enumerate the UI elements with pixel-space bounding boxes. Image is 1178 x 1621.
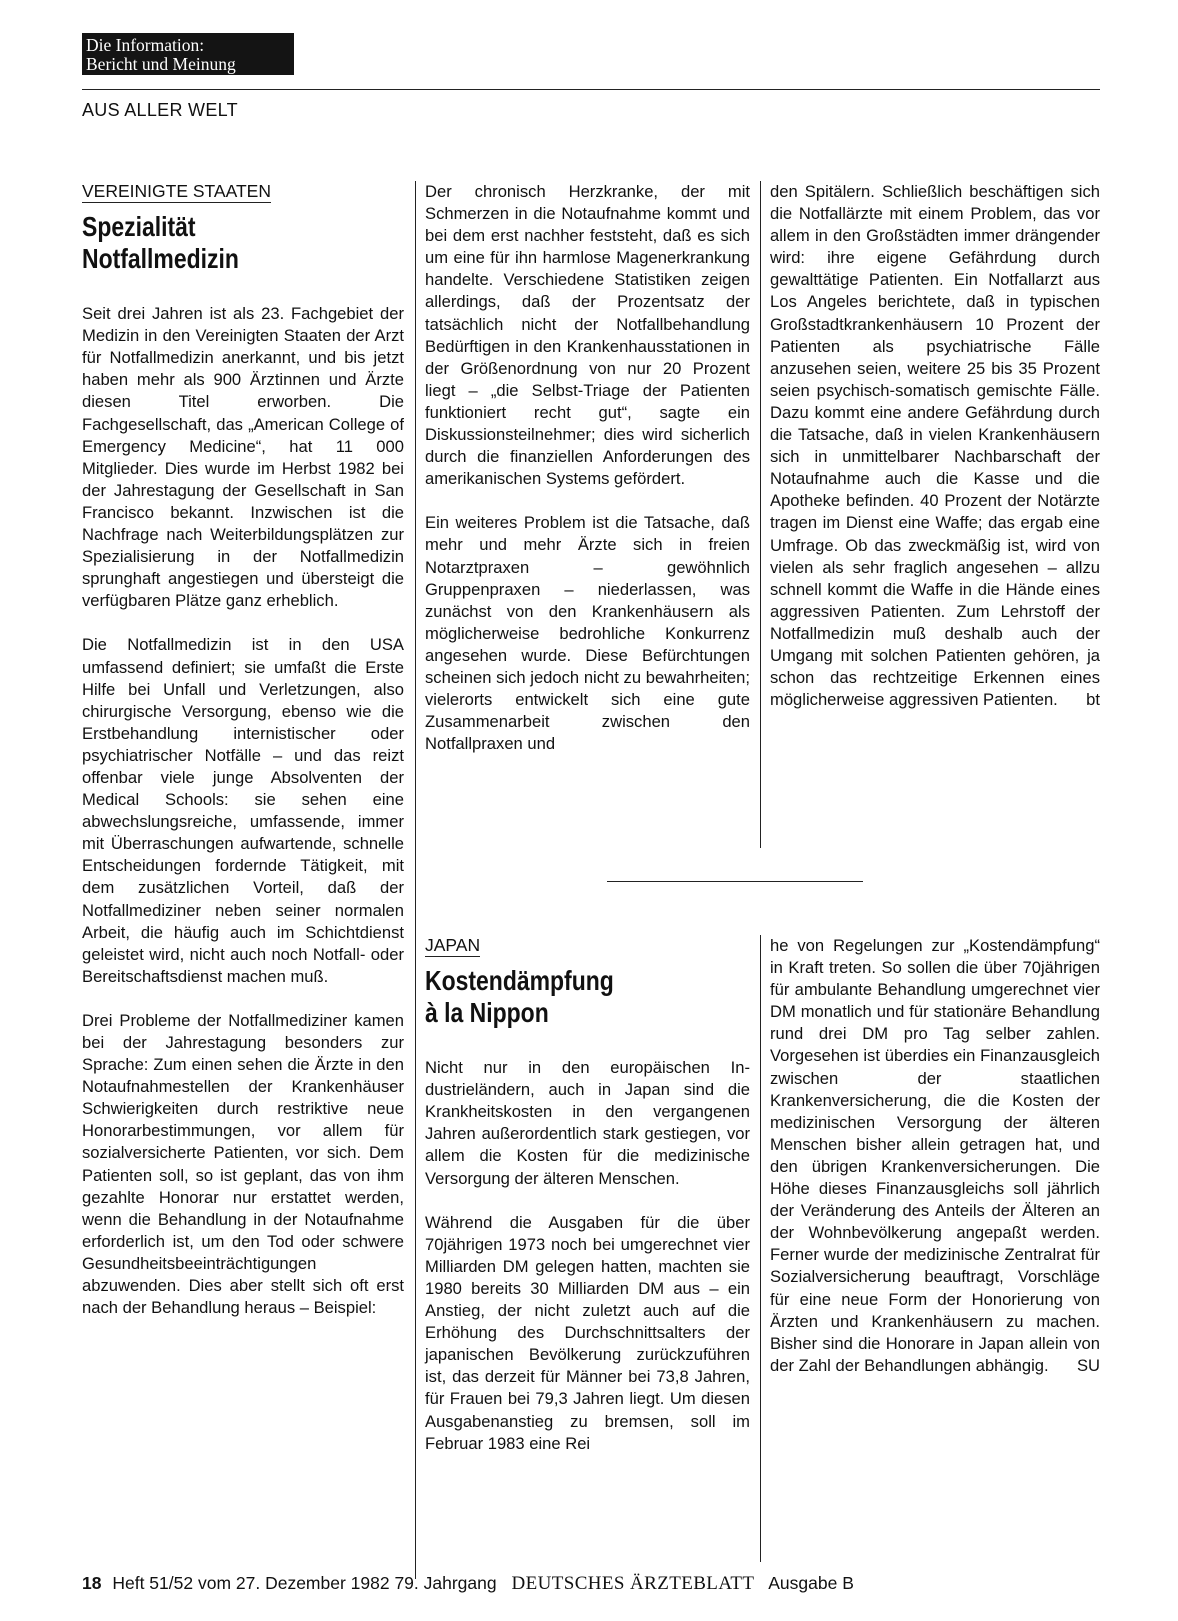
article-usa-paragraph-4: Der chronisch Herzkranke, der mit Schmerzen in die Notaufnahme kommt und bei dem erst nachher feststeht, daß es sich um eine für ihn harmlose Magenerkrankung handelte. Verschiedene Statistiken zeigen allerdings, daß der Prozentsatz der tatsächlich nicht der Notfallbehandlung Bedürftigen in den Krankenhausstationen in der Größenordnung von nur 20 Prozent liegt – „die Selbst-Triage der Patienten funktioniert recht gut“, sagte ein Diskussionsteilnehmer; dies wird sicherlich durch die finanziellen Anforderungen des amerikanischen Systems gefördert. xyxy=(425,182,750,489)
edition-label: Ausgabe B xyxy=(768,1573,854,1593)
article-usa-headline-line-1: Spezialität xyxy=(82,211,196,243)
article-usa-kicker: VEREINIGTE STAATEN xyxy=(82,181,271,201)
article-japan-column-2 xyxy=(770,935,1100,1377)
article-usa-column-2 xyxy=(425,181,750,777)
article-usa-headline-line-2: Notfallmedizin xyxy=(82,243,239,275)
article-separator-rule xyxy=(607,881,863,882)
badge-line-2: Bericht und Meinung xyxy=(86,54,236,74)
section-label: AUS ALLER WELT xyxy=(82,100,238,120)
badge-line-1: Die Information: xyxy=(86,35,205,55)
article-usa-paragraph-6-text: den Spitälern. Schließlich beschäftigen sich die Notfallärzte mit einem Problem, das vor allem in den Großstädten immer drängender wird: ihre eigene Gefährdung durch gewalttätige Patienten. Ein Notfallarzt aus Los Angeles berichtete, daß in typischen Großstadtkrankenhäusern 10 Prozent der Patienten als psychiatrische Fälle anzusehen seien, weitere 25 bis 35 Prozent seien psychisch-somatisch gemischte Fälle. Dazu kommt eine andere Gefährdung durch die Tatsache, daß in vielen Krankenhäusern sich in unmittelbarer Nachbarschaft der Notaufnahme auch die Kasse und die Apotheke befinden. 40 Prozent der Notärzte tragen im Dienst eine Waffe; das ergab eine Umfrage. Ob das zweckmäßig ist, wird von vielen als sehr fraglich angesehen – allzu schnell kommt die Waffe in die Hände eines aggressiven Patienten. Zum Lehrstoff der Notfallmedizin muß deshalb auch der Umgang mit solchen Patienten gehören, ja schon das rechtzeitige Erkennen eines möglicherweise aggressiven Patienten. xyxy=(770,182,1100,710)
article-japan-paragraph-3-text: he von Regelungen zur „Kostendämpfung“ in Kraft treten. So sollen die über 70jährigen für ambulante Behandlung umgerechnet vier DM monatlich und für stationäre Behandlung rund drei DM pro Tag selber zahlen. Vorgesehen ist überdies ein Finanzausgleich zwischen der staatlichen Krankenversicherung, die die Kosten der medizinischen Versorgung der älteren Menschen bisher allein getragen hat, und den übrigen Krankenversicherungen. Die Höhe dieses Finanzausgleichs soll jährlich der Veränderung des Anteils der Älteren an der Wohnbevölkerung angepaßt werden. Ferner wurde der medizinische Zentralrat für Sozialversicherung beauftragt, Vorschläge für eine neue Form der Honorierung von Ärzten und Krankenhäusern zu machen. Bisher sind die Honorare in Japan allein von der Zahl der Behandlungen abhängig. xyxy=(770,936,1100,1375)
article-usa-column-3 xyxy=(770,181,1100,711)
article-usa-signature: bt xyxy=(1086,690,1100,710)
article-usa-paragraph-5: Ein weiteres Problem ist die Tatsache, daß mehr und mehr Ärzte sich in freien Notarztpraxen – gewöhnlich Gruppenpraxen – niederlassen, was zunächst von den Krankenhäusern als möglicherweise bedrohliche Konkurrenz angesehen wurde. Diese Befürchtungen scheinen sich jedoch nicht zu bewahrheiten; vielerorts entwickelt sich eine gute Zusammenarbeit zwischen den Notfallpraxen und xyxy=(425,513,750,754)
journal-masthead: DEUTSCHES ÄRZTEBLATT xyxy=(511,1573,755,1594)
column-divider-3 xyxy=(760,935,761,1562)
article-japan-paragraph-3 xyxy=(770,935,1100,1377)
page-footer xyxy=(82,1573,854,1595)
page-number: 18 xyxy=(82,1573,102,1593)
article-usa-paragraph-6 xyxy=(770,181,1100,711)
column-divider-2 xyxy=(760,181,761,848)
article-usa-paragraph-2: Die Notfallmedizin ist in den USA umfassend definiert; sie umfaßt die Erste Hilfe bei Unfall und Verletzungen, also chirurgische Versorgung, ebenso wie die Erstbehandlung internistischer oder psychiatrischer Notfälle – und das reizt offenbar viele junge Absolventen der Medical Schools: sie sehen eine abwechslungsreiche, umfassende, immer mit Überraschungen aufwartende, schnelle Entscheidungen fordernde Tätigkeit, mit dem zusätzlichen Vorteil, daß der Notfallmediziner neben seiner normalen Arbeit, die häufig auch im Schichtdienst geleistet wird, nicht auch noch Notfall- oder Bereitschaftsdienst machen muß. xyxy=(82,635,404,986)
article-japan-column-1 xyxy=(425,935,750,1477)
column-divider-1 xyxy=(415,181,416,1579)
article-japan-paragraph-2: Während die Ausgaben für die über 70jährigen 1973 noch bei umgerechnet vier Milliarden DM gelegen hatten, machten sie 1980 bereits 30 Milliarden DM aus – ein Anstieg, der nicht zuletzt auch auf die Erhöhung des Durchschnittsalters der japanischen Bevölkerung zurückzuführen ist, das derzeit für Männer bei 73,8 Jahren, für Frauen bei 79,3 Jahren liegt. Um diesen Ausgabenanstieg zu bremsen, soll im Februar 1983 eine Rei xyxy=(425,1212,750,1453)
article-japan-kicker: JAPAN xyxy=(425,935,481,955)
article-usa-paragraph-1: Seit drei Jahren ist als 23. Fachgebiet der Medizin in den Vereinigten Staaten der Arzt für Notfallmedizin anerkannt, und bis jetzt haben mehr als 900 Ärztinnen und Ärzte diesen Titel erworben. Die Fachgesellschaft, das „American College of Emergency Medicine“, hat 11 000 Mitglieder. Dies wurde im Herbst 1982 bei der Jahrestagung der Gesellschaft in San Francisco bekannt. Inzwischen ist die Nachfrage nach Weiterbildungsplätzen zur Spezialisierung in der Notfallmedizin sprunghaft angestiegen und übersteigt die verfügbaren Plätze ganz erheblich. xyxy=(82,304,404,611)
article-japan-signature: SU xyxy=(1076,1355,1100,1375)
issue-info: Heft 51/52 vom 27. Dezember 1982 79. Jahrgang xyxy=(112,1573,497,1593)
article-japan-headline xyxy=(425,965,692,1029)
article-usa-paragraph-3: Drei Probleme der Notfallmediziner kamen bei der Jahrestagung besonders zur Sprache: Zum einen sehen die Ärzte in den Notaufnahmestellen der Krankenhäuser Schwierigkeiten durch restriktive neue Honorarbestimmungen, vor allem für sozialversicherte Patienten, vor sich. Dem Patienten soll, so ist geplant, das von ihm gezahlte Honorar nur erstattet werden, wenn die Behandlung in der Notaufnahme erforderlich ist, um den Tod oder schwere Gesundheitsbeeinträchtigungen abzuwenden. Dies aber stellt sich oft erst nach der Behandlung heraus – Beispiel: xyxy=(82,1010,404,1318)
article-japan-paragraph-1: Nicht nur in den europäischen Industrieländern, auch in Japan sind die Krankheitskosten in den vergangenen Jahren außerordentlich stark gestiegen, vor allem die Kosten für die medizinische Versorgung der älteren Menschen. xyxy=(425,1058,750,1188)
article-japan-headline-line-2: à la Nippon xyxy=(425,997,549,1029)
section-badge xyxy=(82,33,294,75)
article-japan-headline-line-1: Kostendämpfung xyxy=(425,965,614,997)
article-usa-headline xyxy=(82,211,346,275)
header-rule xyxy=(82,89,1100,90)
article-usa-column-1 xyxy=(82,181,404,1341)
